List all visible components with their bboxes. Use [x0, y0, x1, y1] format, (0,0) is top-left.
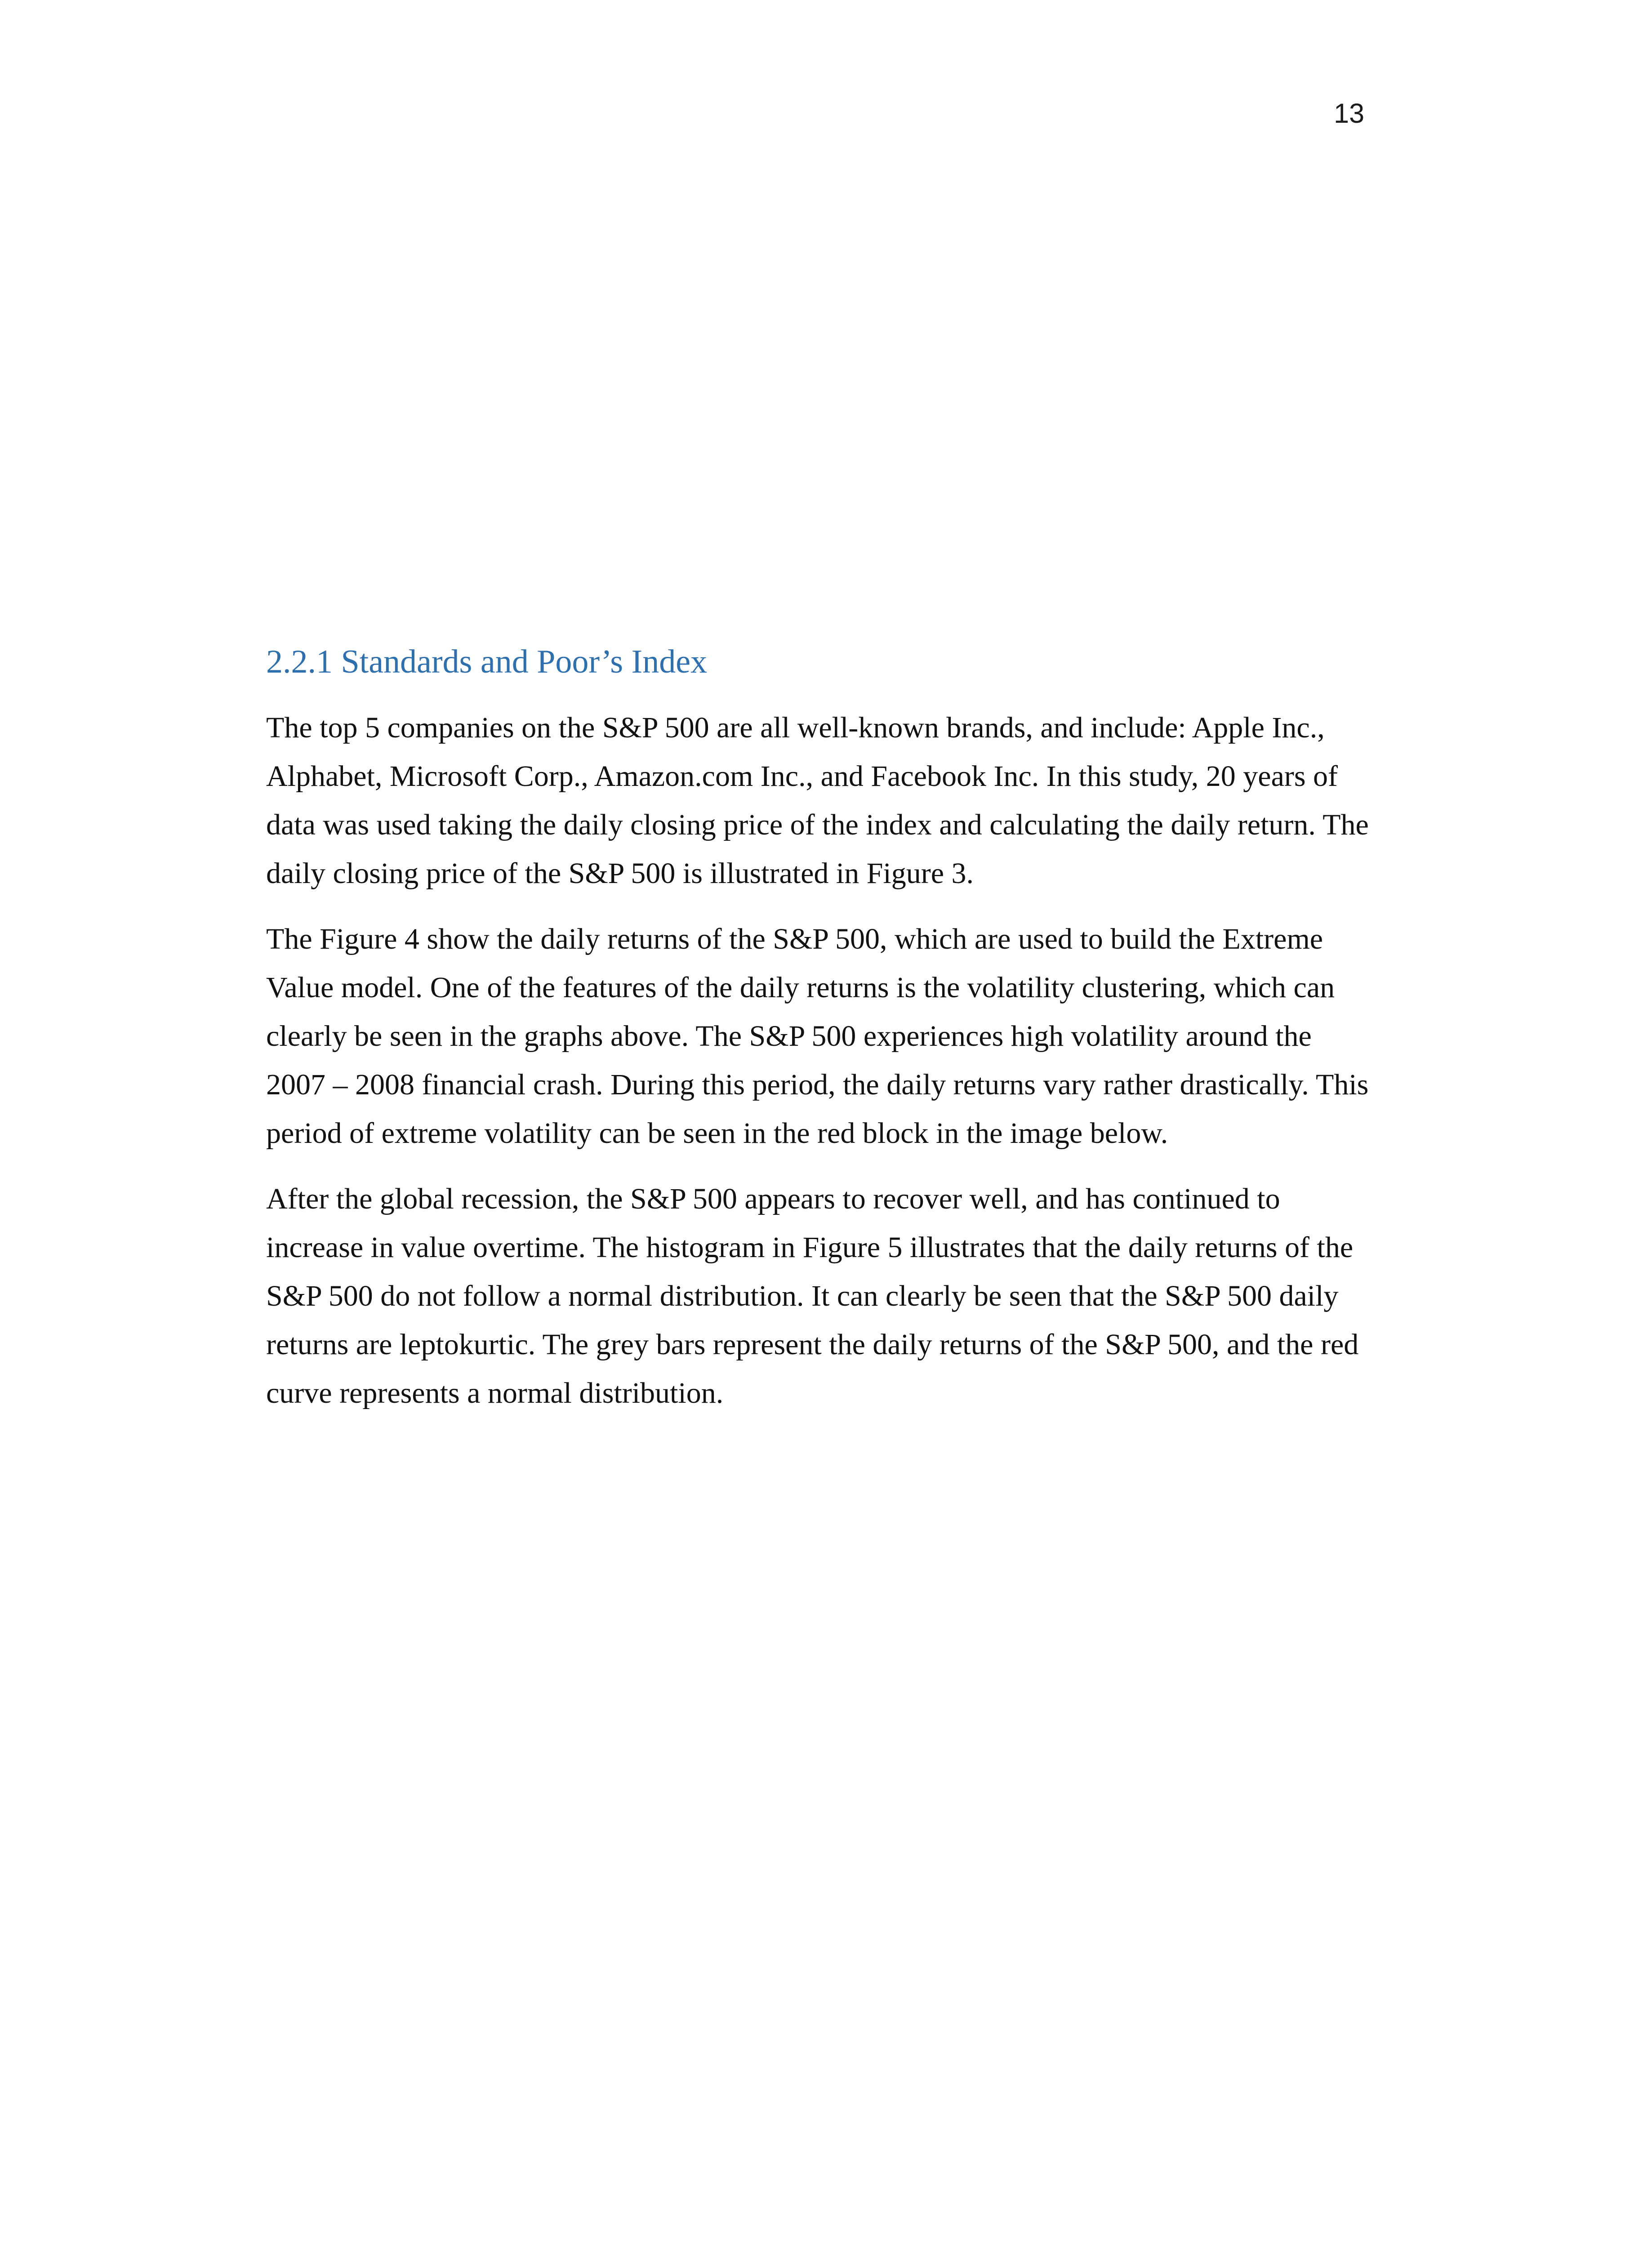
paragraph-3: After the global recession, the S&P 500 appears to recover well, and has continued to increase in value overtime. The histogram in Figure 5 illustrates that the daily returns of the S&P 500 do not follow a normal distribution. It can clearly be seen that the S&P 500 daily returns are leptokurtic. The grey bars represent the daily returns of the S&P 500, and the red curve represents a normal distribution. [266, 1182, 1359, 1409]
section-heading: 2.2.1 Standards and Poor’s Index [266, 643, 708, 680]
section-content [266, 642, 1376, 1435]
paragraph-1: The top 5 companies on the S&P 500 are all well-known brands, and include: Apple Inc., Alphabet, Microsoft Corp., Amazon.com Inc., and Facebook Inc. In this study, 20 years of data was used taking the daily closing price of the index and calculating the daily return. The daily closing price of the S&P 500 is illustrated in Figure 3. [266, 711, 1369, 890]
page-number: 13 [1334, 98, 1364, 129]
paragraph-2: The Figure 4 show the daily returns of the S&P 500, which are used to build the Extreme Value model. One of the features of the daily returns is the volatility clustering, which can clearly be seen in the graphs above. The S&P 500 experiences high volatility around the 2007 – 2008 financial crash. During this period, the daily returns vary rather drastically. This period of extreme volatility can be seen in the red block in the image below. [266, 922, 1369, 1150]
